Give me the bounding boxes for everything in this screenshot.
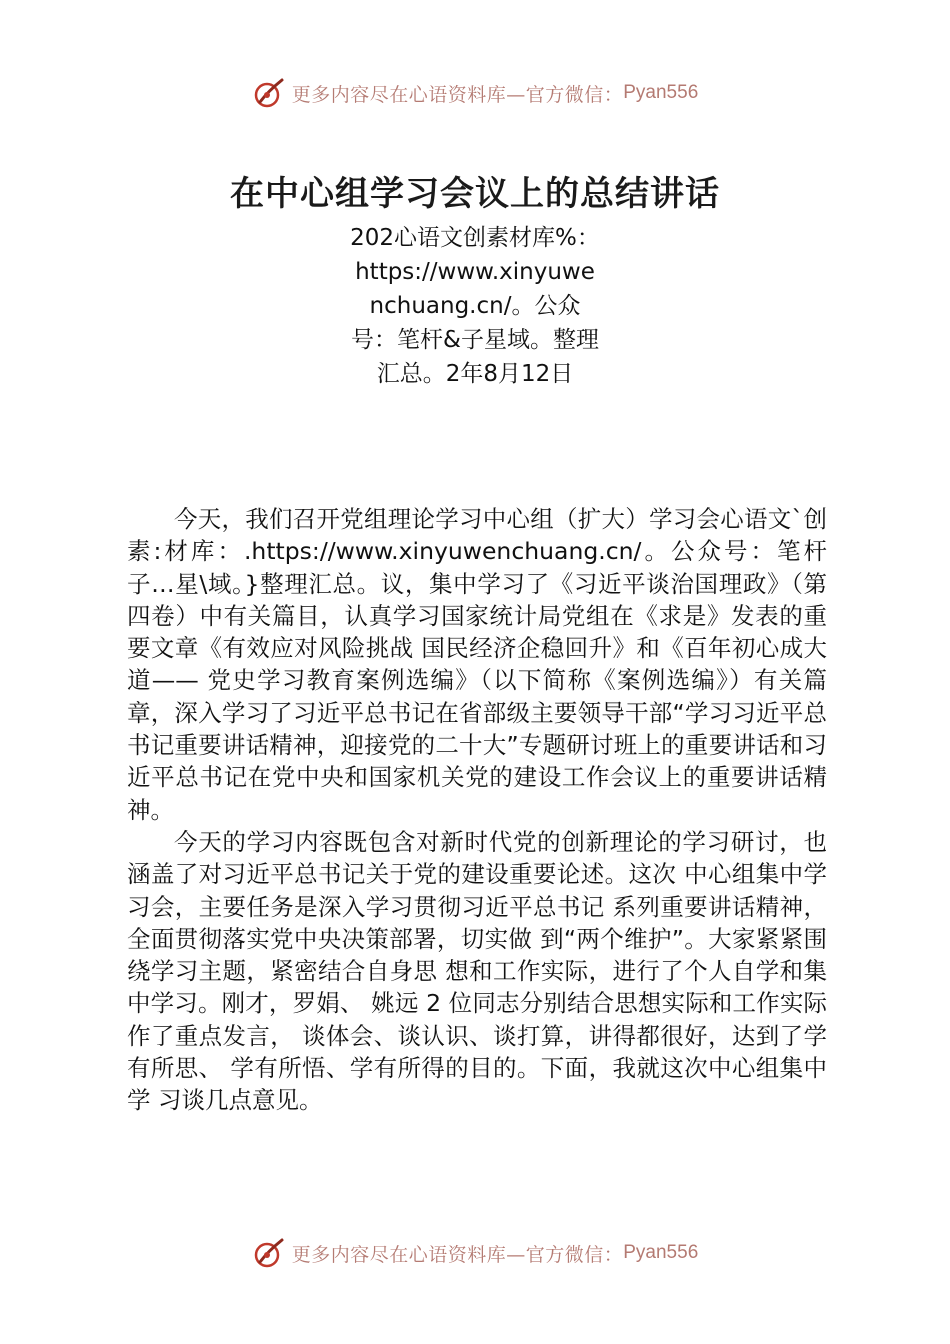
- header-banner: [0, 73, 950, 113]
- footer-wechat-id: Pyan556: [623, 1242, 699, 1263]
- footer-banner-text: 更多内容尽在心语资料库—官方微信：: [291, 1243, 624, 1266]
- brush-logo-icon: [252, 1236, 286, 1270]
- header-banner-text: 更多内容尽在心语资料库—官方微信：: [291, 83, 624, 106]
- brush-logo-icon: [252, 76, 286, 110]
- source-note: 202心语文创素材库%：https://www.xinyuwenchuang.cn/。公众号：笔杆&子星域。整理汇总。2年8月12日: [350, 225, 600, 387]
- document-body: [127, 503, 827, 1117]
- document-title: 在中心组学习会议上的总结讲话: [230, 174, 720, 214]
- footer-banner: [0, 1233, 950, 1273]
- body-paragraph: 今天的学习内容既包含对新时代党的创新理论的学习研讨，也涵盖了对习近平总书记关于党的建设重要论述。这次 中心组集中学习会，主要任务是深入学习贯彻习近平总书记 系列重要讲话精神，全面贯彻落实党中央决策部署，切实做 到“两个维护”。大家紧紧围绕学习主题，紧密结合自身思 想和工作实际，进行了个人自学和集中学习。刚才，罗娟、 姚远 2 位同志分别结合思想实际和工作实际作了重点发言， 谈体会、谈认识、谈打算，讲得都很好，达到了学有所思、 学有所悟、学有所得的目的。下面，我就这次中心组集中学 习谈几点意见。: [127, 827, 827, 1115]
- header-wechat-id: Pyan556: [623, 82, 699, 103]
- body-paragraph: 今天，我们召开党组理论学习中心组（扩大）学习会心语文`创素:材库：.https://www.xinyuwenchuang.cn/。公众号：笔杆子…星\域。}整理汇总。议，集中学习了《习近平谈治国理政》（第四卷）中有关篇目，认真学习国家统计局党组在《求是》发表的重要文章《有效应对风险挑战 国民经济企稳回升》和《百年初心成大道—— 党史学习教育案例选编》（以下简称《案例选编》）有关篇章，深入学习了习近平总书记在省部级主要领导干部“学习习近平总书记重要讲话精神，迎接党的二十大”专题研讨班上的重要讲话和习近平总书记在党中央和国家机关党的建设工作会议上的重要讲话精神。: [127, 505, 827, 824]
